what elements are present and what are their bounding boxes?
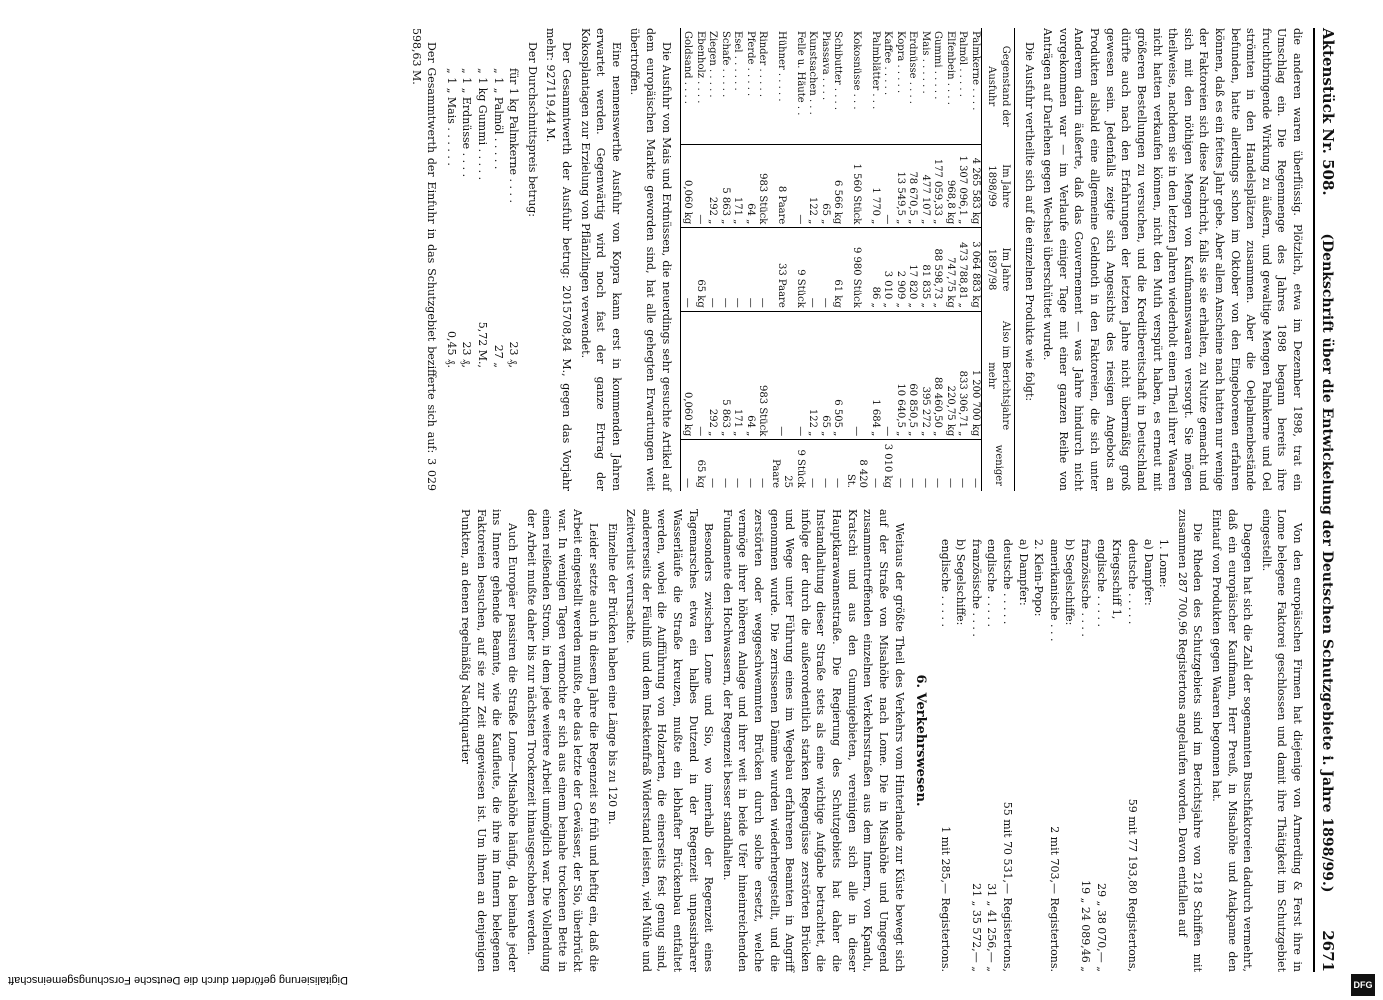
ship-item bbox=[1062, 539, 1078, 972]
ship-item bbox=[953, 539, 969, 972]
table-cell: — bbox=[806, 228, 819, 311]
table-cell: 88 460,50 „ bbox=[931, 311, 944, 440]
table-cell: 25 Paare bbox=[768, 440, 793, 491]
paragraph: Weitaus der größte Theil des Verkehrs vom Hinterlande zur Küste bewegt sich auf der Straße von Misahöhe nach Lome. Die in Misahöhe und Umgegend zusammentreffenden einzelnen Verkehrsstraßen aus dem Innern, von Kpandu, Kratschi und aus den Gummigebieten, vereinigen sich alle in dieser Hauptkarawanenstraße. Die Regierung des Schutzgebiets hat daher die Instandhaltung dieser Straße stets als eine wichtige Aufgabe betrachtet, die infolge der durch die außerordentlich starken Regengüsse zerstörten Brücken und Wege unter Führung eines im Wegebau erfahrenen Beamten in Angriff genommen wurde. Die zerrissenen Dämme wurden wiederhergestellt, und die zerstörten oder weggeschwemmten Brücken durch solche ersetzt, welche vermöge ihrer höheren Anlage und ihrer weit in beide Ufer hineinreichenden Fundamente den Hochwassern, der Regenzeit besser standhalten. bbox=[720, 509, 906, 972]
table-row bbox=[918, 28, 931, 491]
column-header: weniger bbox=[981, 440, 1014, 491]
table-cell: 6 505 „ bbox=[831, 311, 844, 440]
table-cell: 983 Stück bbox=[756, 311, 769, 440]
table-header-row bbox=[981, 28, 1014, 491]
table-row bbox=[931, 28, 944, 491]
ship-item bbox=[1156, 539, 1172, 972]
price-label: „ 1 kg Gummi . . . . . bbox=[475, 68, 489, 181]
ship-list bbox=[937, 539, 1171, 972]
table-cell: — bbox=[931, 440, 944, 491]
paragraph: Der Durchschnittspreis betrug: bbox=[525, 42, 539, 218]
ship-value: 29 „ 38 070,— „ bbox=[1094, 883, 1108, 972]
table-cell: 2 909 „ bbox=[893, 228, 906, 311]
table-cell: 86 „ bbox=[868, 228, 881, 311]
table-cell: 8 420 St. bbox=[843, 440, 868, 491]
table-cell: — bbox=[818, 228, 831, 311]
page-header bbox=[1313, 28, 1337, 972]
table-cell: Goldsand . . . . bbox=[680, 28, 693, 144]
dfg-logo-icon: DFG bbox=[1351, 974, 1375, 996]
column-header: Also im Berichtsjahre mehr bbox=[981, 311, 1014, 440]
ship-value: 59 mit 77 193,80 Registertons, bbox=[1125, 798, 1139, 972]
table-cell: — bbox=[881, 311, 894, 440]
table-cell: 473 788,81 „ bbox=[956, 228, 969, 311]
price-value: 5,72 M., bbox=[475, 321, 489, 368]
table-row bbox=[731, 28, 744, 491]
table-cell: Palmkerne . . . . bbox=[969, 31, 981, 111]
table-cell: 968,8 kg bbox=[943, 144, 956, 227]
price-value: 23 ₰, bbox=[460, 341, 474, 368]
ship-label: französische . . . . bbox=[1079, 539, 1093, 637]
table-cell: Schafe . . . . . bbox=[719, 31, 731, 98]
table-cell: 477 107 „ bbox=[918, 144, 931, 227]
price-label: für 1 kg Palmkerne . . . . bbox=[507, 68, 521, 204]
table-cell: 3 064 883 kg bbox=[968, 228, 981, 311]
table-cell: Esel . . . . . . bbox=[732, 31, 744, 91]
table-cell: 833 306,71 „ bbox=[956, 311, 969, 440]
table-cell: — bbox=[868, 440, 881, 491]
ship-item bbox=[1031, 539, 1047, 972]
table-cell: 65 kg bbox=[693, 440, 706, 491]
paragraph: Auch Europäer passiren die Straße Lome—Misahöhe häufig, da beinahe jeder ins Innere gehende Beamte, wie die Kaufleute, die ihre im Innern belegenen Faktoreien besuchen, auf sie zur Zeit angewiesen ist. Um ihnen an denjenigen Punkten, an denen regelmäßig Nachtquartier bbox=[459, 509, 519, 972]
table-body bbox=[680, 28, 981, 491]
table-row bbox=[693, 28, 706, 491]
ship-value: 31 „ 41 256,— „ bbox=[985, 883, 999, 972]
ship-item bbox=[1140, 539, 1156, 972]
column-header: Gegenstand der Ausfuhr bbox=[981, 28, 1014, 144]
paragraph: Von den europäischen Firmen hat diejenige von Armerding & Ferst ihre in Lome belegene Faktorei geschlossen und damit ihre Thätigkeit im Schutzgebiet eingestellt. bbox=[1259, 509, 1304, 972]
table-cell: 1 307 096,1 „ bbox=[956, 144, 969, 227]
table-cell: 60 850,5 „ bbox=[906, 311, 919, 440]
table-row bbox=[956, 28, 969, 491]
ship-value: 21 „ 35 572,— „ bbox=[969, 883, 983, 972]
paragraph: Dagegen hat sich die Zahl der sogenannten Buschfaktoreien dadurch vermehrt, daß ein europäischer Kaufmann, Herr Preuß, in Misahöhe und Atakpame den Eintauf von Produkten gegen Waaren begonnen hat. bbox=[1209, 509, 1255, 972]
table-cell: — bbox=[843, 311, 868, 440]
table-row bbox=[881, 28, 894, 491]
document-page bbox=[35, 0, 1355, 1000]
table-cell: 17 820 „ bbox=[906, 228, 919, 311]
paragraph: Der Gesammtwerth der Ausfuhr betrug: 2015708,84 M., gegen das Vorjahr mehr: 927119,44 M. bbox=[544, 28, 573, 491]
table-row bbox=[718, 28, 731, 491]
table-row bbox=[756, 28, 769, 491]
table-cell: 122 „ bbox=[806, 311, 819, 440]
table-cell: Schibutter . . . . bbox=[832, 31, 844, 111]
price-value: 0,45 ₰. bbox=[444, 331, 458, 368]
ship-label: b) Segelschiffe: bbox=[1063, 539, 1077, 626]
table-cell: — bbox=[893, 440, 906, 491]
ship-item bbox=[1093, 539, 1109, 972]
ship-item bbox=[1109, 539, 1125, 972]
table-cell: 33 Paare bbox=[768, 228, 793, 311]
funding-note: Digitalisierung gefördert durch die Deutsche Forschungsgemeinschaft bbox=[8, 974, 348, 986]
price-item bbox=[459, 68, 475, 368]
ship-value: 2 mit 703,— Registertons. bbox=[1047, 826, 1061, 972]
ship-label: b) Segelschiffe: bbox=[954, 539, 968, 626]
table-row bbox=[680, 28, 693, 491]
table-cell: 9 Stück bbox=[793, 228, 806, 311]
page-title: (Denkschrift über die Entwickelung der Deutschen Schutzgebiete i. Jahre 1898/99.) bbox=[1319, 233, 1335, 893]
table-cell: — bbox=[956, 440, 969, 491]
table-row bbox=[743, 28, 756, 491]
table-cell: — bbox=[756, 228, 769, 311]
table-cell: Erdnüsse . . . . bbox=[907, 31, 919, 104]
table-cell: Felle u. Häute . . bbox=[794, 31, 806, 116]
table-cell: 78 670,5 „ bbox=[906, 144, 919, 227]
ship-label: Kriegsschiff 1, bbox=[1110, 539, 1124, 620]
table-cell: — bbox=[718, 228, 731, 311]
piece-number: Aktenstück Nr. 508. bbox=[1319, 28, 1337, 196]
table-cell: 292 „ bbox=[706, 311, 719, 440]
right-column bbox=[405, 509, 1305, 972]
price-item bbox=[506, 68, 522, 368]
table-cell: 65 kg bbox=[693, 228, 706, 311]
price-item bbox=[443, 68, 459, 368]
column-header: Im Jahre 1898/99 bbox=[981, 144, 1014, 227]
table-cell: — bbox=[706, 440, 719, 491]
ship-label: 2. Klein-Popo: bbox=[1032, 539, 1046, 617]
table-cell: Pferde . . . . . bbox=[744, 31, 756, 97]
table-cell: Elfenbein . . . . bbox=[944, 31, 956, 105]
table-cell: Mais . . . . . . bbox=[919, 31, 931, 94]
table-cell: Palmblätter . . . bbox=[869, 31, 881, 110]
table-cell: 65 „ bbox=[818, 311, 831, 440]
table-cell: — bbox=[768, 311, 793, 440]
table-cell: — bbox=[918, 440, 931, 491]
paragraph: Die Ausfuhr vertheilte sich auf die einzelnen Produkte wie folgt: bbox=[1022, 42, 1036, 402]
paragraph: Eine nennenswerthe Ausfuhr von Kopra kann erst in kommenden Jahren erwartet werden. Gegenwärtig wird noch fast der ganze Ertrag der Kokosplantagen zur Erzielung von Pflänzlingen verwendet. bbox=[578, 28, 623, 491]
table-cell: — bbox=[718, 440, 731, 491]
table-cell: 1 560 Stück bbox=[843, 144, 868, 227]
table-row bbox=[906, 28, 919, 491]
table-cell: Gummi . . . . . bbox=[932, 31, 944, 100]
price-list bbox=[443, 68, 521, 491]
price-label: „ 1 „ Erdnüsse . . . . bbox=[460, 68, 474, 178]
paragraph: Der Gesammtwerth der Einfuhr in das Schutzgebiet bezifferte sich auf: 3 029 598,63 M. bbox=[409, 28, 439, 491]
table-cell: 6 566 kg bbox=[831, 144, 844, 227]
table-cell: Palmöl . . . . . bbox=[957, 31, 969, 97]
table-cell: 395 272 „ bbox=[918, 311, 931, 440]
ship-label: 1. Lome: bbox=[1157, 539, 1171, 588]
table-row bbox=[831, 28, 844, 491]
table-cell: 88 598,73 „ bbox=[931, 228, 944, 311]
table-cell: 81 835 „ bbox=[918, 228, 931, 311]
table-cell: 64 „ bbox=[743, 311, 756, 440]
table-cell: 220,75 kg bbox=[943, 311, 956, 440]
table-cell: 1 200 700 kg bbox=[968, 311, 981, 440]
table-row bbox=[843, 28, 868, 491]
table-cell: Rinder . . . . . bbox=[757, 31, 769, 98]
table-cell: 13 549,5 „ bbox=[893, 144, 906, 227]
ship-item bbox=[1046, 539, 1062, 972]
table-cell: 983 Stück bbox=[756, 144, 769, 227]
table-row bbox=[818, 28, 831, 491]
table-cell: — bbox=[680, 440, 693, 491]
table-cell: 64 „ bbox=[743, 144, 756, 227]
footer-strip bbox=[0, 972, 1383, 1000]
table-cell: — bbox=[706, 228, 719, 311]
ship-label: deutsche . . . . . bbox=[1125, 539, 1139, 625]
table-cell: 10 640,5 „ bbox=[893, 311, 906, 440]
table-cell: 4 265 583 kg bbox=[968, 144, 981, 227]
ship-label: englische . . . . . bbox=[938, 539, 952, 628]
table-cell: — bbox=[818, 440, 831, 491]
table-cell: — bbox=[743, 440, 756, 491]
ship-label: a) Dampfer: bbox=[1141, 539, 1155, 606]
ship-label: deutsche . . . . . bbox=[1001, 539, 1015, 625]
ship-item bbox=[999, 539, 1015, 972]
table-row bbox=[893, 28, 906, 491]
table-cell: 3 010 „ bbox=[881, 228, 894, 311]
paragraph: Besonders zwischen Lome und Sio, wo innerhalb der Regenzeit eines Tagemarsches etwa ein halbes Dutzend in der Regenzeit unpassirbarer Wasserläufe die Straße kreuzen, mußte ein lebhafter Brückenbau entfaltet werden, wobei die Aufführung von Holzarten, die einerseits fest genug sind, andererseits der Fäulniß und dem Insektenfraß Widerstand leisten, viel Mühe und Zeitverlust verursachte. bbox=[624, 509, 716, 972]
table-row bbox=[806, 28, 819, 491]
table-cell: 65 „ bbox=[818, 144, 831, 227]
ship-label: englische . . . . . bbox=[1094, 539, 1108, 628]
price-label: „ 1 „ Mais . . . . . . bbox=[444, 68, 458, 166]
table-cell: 61 kg bbox=[831, 228, 844, 311]
table-cell: 9 Stück bbox=[793, 440, 806, 491]
table-cell: — bbox=[806, 440, 819, 491]
export-table bbox=[680, 28, 1015, 491]
paragraph: die anderen waren überflüssig. Plötzlich, etwa im Dezember 1898, trat ein Umschlag ein. Die Regenmenge des Jahres 1898 begann bereits ihre fruchtbringende Wirkung zu äußern, und gewaltige Mengen Palmkerne und Oel strömten in den Handelsplätzen zusammen. Aber die Oelpalmenbestände befunden, hatte allerdings schon im Oktober von den Eingeborenen erfahren können, daß es ein fettes Jahr gebe. Aber allem Anscheine nach hatten nur wenige der Faktoreien sich diese Nachricht, falls sie sie erhalten, zu Nutze gemacht und sich mit den nöthigen Mengen von Kaufmannswaaren versorgt. Sie mögen theilweise, nachdem sie in den letzten Jahren wiederholt einen Theil ihrer Waaren nicht hatten verkaufen können, nicht den Muth verspürt haben, es erneut mit größeren Bestellungen zu versuchen, und die Kreditbereitschaft in Deutschland dürfte auch nach den Erfahrungen der letzten Jahre nicht übermäßig groß gewesen sein. Jedenfalls zeigte sich Angesichts des riesigen Angebots an Produkten alsbald eine allgemeine Geldnoth in den Faktoreien, die sich unter Anderem darin äußerte, daß das Gouvernement — was Jahre hindurch nicht vorgekommen war — im Verlaufe einiger Tage mit einer ganzen Reihe von Anträgen auf Darlehen gegen Wechsel überschüttet wurde. bbox=[1041, 28, 1304, 492]
paragraph: Leider setzte auch in diesem Jahre die Regenzeit so früh und heftig ein, daß die Arbeit eingestellt werden mußte, ehe das letzte der Gewässer, der Sio, überbrückt war. In wenigen Tagen vermochte er sich aus einem beinahe trockenen Bette in einen reißenden Strom, in dem jede weitere Arbeit unmöglich war. Die Vollendung der Arbeit mußte daher bis zur nächsten Trockenzeit hinausgeschoben werden. bbox=[524, 509, 600, 972]
price-item bbox=[490, 68, 506, 368]
table-cell: Hühner . . . . . bbox=[775, 31, 787, 102]
price-label: „ 1 „ Palmöl . . . . . bbox=[491, 68, 505, 170]
table-row bbox=[706, 28, 719, 491]
table-cell: — bbox=[756, 440, 769, 491]
table-cell: — bbox=[680, 228, 693, 311]
table-cell: 5 863 „ bbox=[718, 144, 731, 227]
ship-value: 55 mit 70 531,— Registertons, bbox=[1001, 801, 1015, 972]
table-cell: — bbox=[968, 440, 981, 491]
price-item bbox=[474, 68, 490, 368]
table-cell: 5 863 „ bbox=[718, 311, 731, 440]
left-column bbox=[405, 28, 1305, 491]
table-cell: — bbox=[906, 440, 919, 491]
price-value: 23 ₰, bbox=[507, 341, 521, 368]
table-row bbox=[868, 28, 881, 491]
table-cell: — bbox=[831, 440, 844, 491]
ship-item bbox=[968, 539, 984, 972]
table-cell: 177 059,33 „ bbox=[931, 144, 944, 227]
ship-item bbox=[937, 539, 953, 972]
table-cell: — bbox=[731, 440, 744, 491]
table-cell: 0,060 kg bbox=[680, 144, 693, 227]
table-cell: Kopra . . . . . bbox=[894, 31, 906, 94]
table-cell: Kunstsachen . . . bbox=[807, 31, 819, 115]
paragraph: Die Ausfuhr von Mais und Erdnüssen, die neuerdings sehr gesuchte Artikel auf dem europäischen Markte geworden sind, hat alle gehegten Erwartungen weit übertroffen. bbox=[628, 28, 673, 491]
table-cell: Kaffee . . . . . bbox=[882, 31, 894, 96]
ship-value: 19 „ 24 089,46 „ bbox=[1079, 880, 1093, 972]
table-cell: Ziegen . . . . . bbox=[707, 31, 719, 98]
price-value: 27 „ bbox=[491, 344, 505, 368]
table-row bbox=[968, 28, 981, 491]
table-cell: 0,060 kg bbox=[680, 311, 693, 440]
ship-item bbox=[1077, 539, 1093, 972]
table-cell: — bbox=[881, 144, 894, 227]
ship-value: 1 mit 285,— Registertons. bbox=[938, 826, 952, 972]
table-row bbox=[768, 28, 793, 491]
ship-item bbox=[1124, 539, 1140, 972]
table-cell: 171 „ bbox=[731, 311, 744, 440]
table-cell: 8 Paare bbox=[768, 144, 793, 227]
table-cell: — bbox=[943, 440, 956, 491]
table-cell: 1 770 „ bbox=[868, 144, 881, 227]
table-row bbox=[943, 28, 956, 491]
table-cell: 292 „ bbox=[706, 144, 719, 227]
ship-label: französische . . . . bbox=[969, 539, 983, 637]
table-cell: Ebenholz . . . . bbox=[694, 31, 706, 104]
ship-label: a) Dampfer: bbox=[1016, 539, 1030, 606]
table-cell: Piassava . . . . bbox=[819, 31, 831, 101]
table-cell: — bbox=[693, 144, 706, 227]
page-number: 2671 bbox=[1319, 930, 1337, 972]
table-cell: — bbox=[693, 311, 706, 440]
table-cell: Kokosnüsse . . . bbox=[850, 31, 862, 110]
table-cell: 122 „ bbox=[806, 144, 819, 227]
column-header: Im Jahre 1897/98 bbox=[981, 228, 1014, 311]
ship-item bbox=[984, 539, 1000, 972]
paragraph: Einzelne der Brücken haben eine Länge bis zu 120 m. bbox=[605, 523, 619, 825]
table-row bbox=[793, 28, 806, 491]
ship-item bbox=[1015, 539, 1031, 972]
ship-label: englische . . . . . bbox=[985, 539, 999, 628]
table-cell: — bbox=[793, 144, 806, 227]
table-cell: 3 010 kg bbox=[881, 440, 894, 491]
table-cell: — bbox=[743, 228, 756, 311]
section-heading: 6. Verkehrswesen. bbox=[912, 674, 928, 807]
paragraph: Die Rheden des Schutzgebiets sind im Berichtsjahre von 218 Schiffen mit zusammen 287 700,96 Registertons angelaufen worden. Davon entfallen auf bbox=[1175, 509, 1205, 972]
table-cell: 9 980 Stück bbox=[843, 228, 868, 311]
table-cell: — bbox=[793, 311, 806, 440]
table-cell: 1 684 „ bbox=[868, 311, 881, 440]
table-cell: 747,75 kg bbox=[943, 228, 956, 311]
table-cell: 171 „ bbox=[731, 144, 744, 227]
ship-label: amerikanische . . . bbox=[1047, 539, 1061, 642]
table-cell: — bbox=[731, 228, 744, 311]
